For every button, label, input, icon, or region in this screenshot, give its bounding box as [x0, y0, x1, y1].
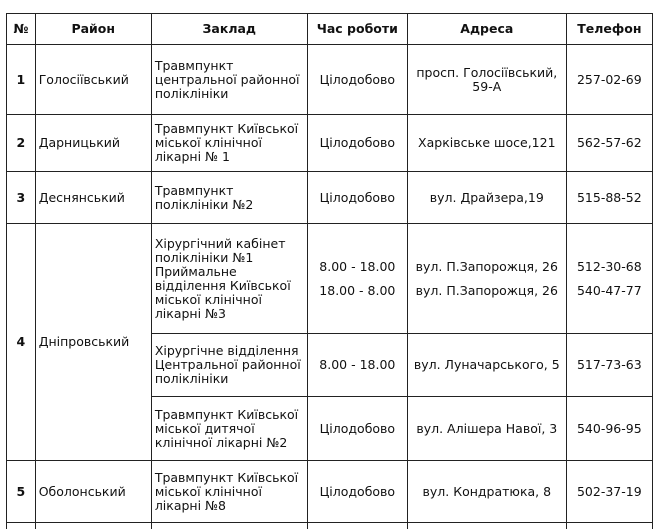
table-row: [7, 224, 653, 334]
phone-cell: [566, 224, 652, 334]
header-address: Адреса: [407, 14, 566, 45]
phone-line: 540-47-77: [570, 284, 649, 298]
table-row-partial: [7, 523, 653, 529]
place-cell: Травмпункт Київської міської клінічної лікарні №8: [151, 461, 307, 523]
address-cell: вул. Алішера Навої, 3: [407, 397, 566, 461]
row-number: 3: [7, 172, 36, 224]
address-cell: вул. Луначарського, 5: [407, 334, 566, 397]
table-row: [7, 115, 653, 172]
header-row: [7, 14, 653, 45]
hours-line: 18.00 - 8.00: [311, 284, 404, 298]
hours-cell: Цілодобово: [307, 397, 407, 461]
row-number: 4: [7, 224, 36, 461]
phone-cell: 257-02-69: [566, 45, 652, 115]
place-cell: Травмпункт центральної районної поліклініки: [151, 45, 307, 115]
district-cell: Оболонський: [35, 461, 151, 523]
hours-cell: Цілодобово: [307, 45, 407, 115]
row-number: 2: [7, 115, 36, 172]
phone-cell: 517-73-63: [566, 334, 652, 397]
phone-cell: 502-37-19: [566, 461, 652, 523]
table-row: [7, 461, 653, 523]
place-line: Хірургічний кабінет поліклініки №1: [155, 237, 304, 265]
phone-cell: 540-96-95: [566, 397, 652, 461]
hours-cell: [307, 224, 407, 334]
header-number: №: [7, 14, 36, 45]
place-cell: Травмпункт поліклініки №2: [151, 172, 307, 224]
address-line: вул. П.Запорожця, 26: [411, 260, 563, 274]
phone-cell: 515-88-52: [566, 172, 652, 224]
header-district: Район: [35, 14, 151, 45]
header-place: Заклад: [151, 14, 307, 45]
row-number: 1: [7, 45, 36, 115]
address-cell: вул. Драйзера,19: [407, 172, 566, 224]
phone-line: 512-30-68: [570, 260, 649, 274]
address-line: вул. П.Запорожця, 26: [411, 284, 563, 298]
district-cell: Дніпровський: [35, 224, 151, 461]
hours-cell: 8.00 - 18.00: [307, 334, 407, 397]
district-cell: Дарницький: [35, 115, 151, 172]
address-cell: просп. Голосіївський, 59-А: [407, 45, 566, 115]
place-cell: Травмпункт Київської міської дитячої клінічної лікарні №2: [151, 397, 307, 461]
address-cell: [407, 224, 566, 334]
place-cell: Травмпункт Київської міської клінічної лікарні № 1: [151, 115, 307, 172]
header-phone: Телефон: [566, 14, 652, 45]
district-cell: Голосіївський: [35, 45, 151, 115]
hours-cell: Цілодобово: [307, 115, 407, 172]
hours-line: 8.00 - 18.00: [311, 260, 404, 274]
row-number: 5: [7, 461, 36, 523]
address-cell: Харківське шосе,121: [407, 115, 566, 172]
place-line: Приймальне відділення Київської міської клінічної лікарні №3: [155, 265, 304, 321]
place-cell: Хірургічне відділення Центральної районної поліклініки: [151, 334, 307, 397]
place-cell: [151, 224, 307, 334]
hours-cell: Цілодобово: [307, 461, 407, 523]
hours-cell: Цілодобово: [307, 172, 407, 224]
table-row: [7, 45, 653, 115]
address-cell: вул. Кондратюка, 8: [407, 461, 566, 523]
table-row: [7, 172, 653, 224]
header-hours: Час роботи: [307, 14, 407, 45]
district-cell: Деснянський: [35, 172, 151, 224]
trauma-centers-table: [6, 13, 653, 529]
phone-cell: 562-57-62: [566, 115, 652, 172]
